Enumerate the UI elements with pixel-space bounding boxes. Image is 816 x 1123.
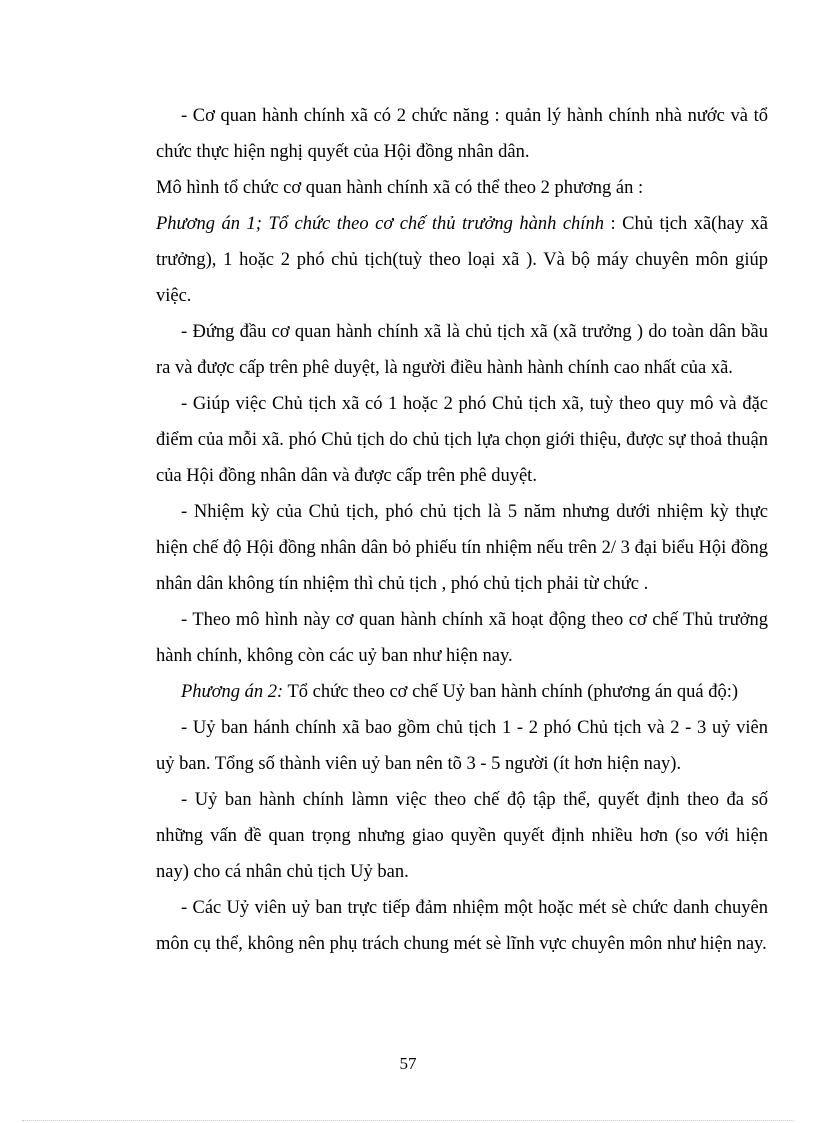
paragraph-8: Phương án 2: Tổ chức theo cơ chế Uỷ ban hành chính (phương án quá độ:) — [181, 682, 739, 702]
paragraph-4: - Đứng đầu cơ quan hành chính xã là chủ tịch xã (xã trưởng ) do toàn dân bầu ra và được cấp trên phê duyệt, là người điều hành hành chính cao nhất của xã. — [156, 322, 768, 378]
body-text — [156, 98, 768, 962]
paragraph-5: - Giúp việc Chủ tịch xã có 1 hoặc 2 phó Chủ tịch xã, tuỳ theo quy mô và đặc điểm của mỗi xã. phó Chủ tịch do chủ tịch lựa chọn giới thiệu, được sự thoả thuận của Hội đồng nhân dân và được cấp trên phê duyệt. — [156, 394, 768, 486]
paragraph-7: - Theo mô hình này cơ quan hành chính xã hoạt động theo cơ chế Thủ trưởng hành chính, không còn các uỷ ban như hiện nay. — [156, 610, 768, 666]
heading-option-1: Phương án 1; Tổ chức theo cơ chế thủ trưởng hành chính — [156, 214, 604, 234]
paragraph-9: - Uỷ ban hánh chính xã bao gồm chủ tịch 1 - 2 phó Chủ tịch và 2 - 3 uỷ viên uỷ ban. Tổng số thành viên uỷ ban nên tõ 3 - 5 người (ít hơn hiện nay). — [156, 718, 768, 774]
page-number: 57 — [399, 1054, 417, 1073]
paragraph-1: - Cơ quan hành chính xã có 2 chức năng : quản lý hành chính nhà nước và tổ chức thực hiện nghị quyết của Hội đồng nhân dân. — [156, 106, 768, 162]
page-bottom-divider — [22, 1120, 794, 1121]
heading-option-2: Phương án 2: — [181, 682, 284, 702]
paragraph-6: - Nhiệm kỳ của Chủ tịch, phó chủ tịch là 5 năm nhưng dưới nhiệm kỳ thực hiện chế độ Hội đồng nhân dân bỏ phiếu tín nhiệm nếu trên 2/ 3 đại biểu Hội đồng nhân dân không tín nhiệm thì chủ tịch , phó chủ tịch phải từ chức . — [156, 502, 768, 594]
paragraph-2: Mô hình tổ chức cơ quan hành chính xã có thể theo 2 phương án : — [156, 178, 644, 198]
paragraph-11: - Các Uỷ viên uỷ ban trực tiếp đảm nhiệm một hoặc mét sè chức danh chuyên môn cụ thể, không nên phụ trách chung mét sè lĩnh vực chuyên môn như hiện nay. — [156, 898, 768, 954]
paragraph-10: - Uỷ ban hành chính làmn việc theo chế độ tập thể, quyết định theo đa số những vấn đề quan trọng nhưng giao quyền quyết định nhiều hơn (so với hiện nay) cho cá nhân chủ tịch Uỷ ban. — [156, 790, 768, 882]
paragraph-3: Phương án 1; Tổ chức theo cơ chế thủ trưởng hành chính : Chủ tịch xã(hay xã trưởng), 1 hoặc 2 phó chủ tịch(tuỳ theo loại xã ). Và bộ máy chuyên môn giúp việc. — [156, 214, 768, 306]
